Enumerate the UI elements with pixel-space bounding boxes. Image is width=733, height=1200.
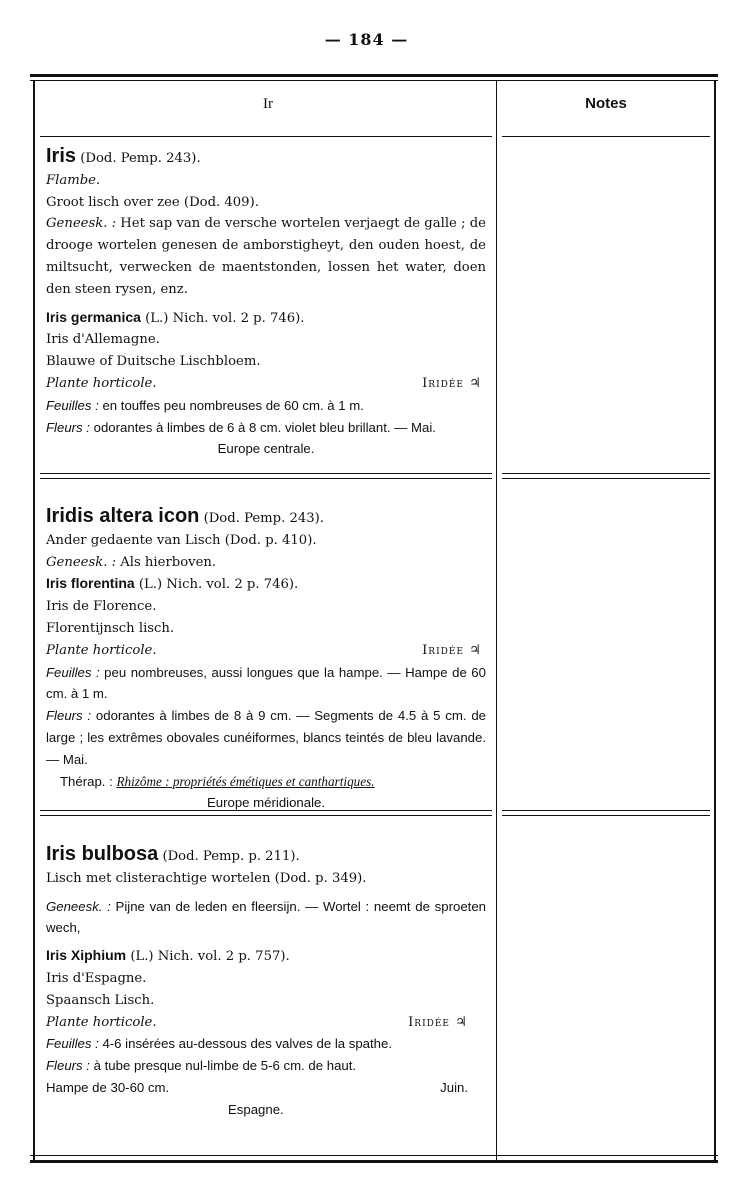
entry-divider-1b-main bbox=[40, 478, 492, 479]
entry-iridis-altera bbox=[46, 506, 486, 814]
column-header-main: Ir bbox=[263, 96, 273, 112]
species-french-name: Iris d'Espagne. bbox=[46, 970, 147, 986]
leaves-label: Feuilles : bbox=[46, 397, 99, 413]
entry-divider-2b-main bbox=[40, 815, 492, 816]
plant-family: Iridée ♃ bbox=[408, 1014, 468, 1030]
medicinal-text: Pijne van de leden en fleersijn. — Wortel : neemt de sproeten wech, bbox=[46, 898, 486, 936]
medicinal-use bbox=[46, 213, 486, 300]
plant-family: Iridée ♃ bbox=[422, 375, 482, 391]
entry-title: Iris bbox=[46, 145, 77, 167]
entry-divider-2-notes bbox=[502, 810, 710, 811]
species-name: Iris florentina bbox=[46, 575, 135, 592]
leaves-text: peu nombreuses, aussi longues que la hampe. — Hampe de 60 cm. à 1 m. bbox=[46, 664, 486, 702]
species-name: Iris germanica bbox=[46, 308, 141, 325]
medicinal-text: Het sap van de versche wortelen verjaegt de galle ; de drooge wortelen genesen de amborstigheyt, den ouden hoest, de miltsucht, verwecken de maentstonden, lossen het water, doen den steen rysen, enz. bbox=[46, 216, 486, 297]
plant-type: Plante horticole. bbox=[46, 375, 157, 391]
species-dutch-name: Spaansch Lisch. bbox=[46, 992, 155, 1008]
flowers-label: Fleurs : bbox=[46, 708, 92, 724]
table-top-border bbox=[30, 74, 718, 77]
species-french-name: Iris d'Allemagne. bbox=[46, 332, 160, 348]
table-bottom-border-inner bbox=[30, 1155, 718, 1156]
flowering-month: Juin. bbox=[440, 1079, 468, 1095]
species-ref: (L.) Nich. vol. 2 p. 746). bbox=[138, 577, 299, 593]
entry-divider-1-main bbox=[40, 473, 492, 474]
entry-divider-2b-notes bbox=[502, 815, 710, 816]
medicinal-label: Geneesk. : bbox=[46, 898, 111, 914]
column-header-notes: Notes bbox=[585, 95, 627, 112]
header-divider-main bbox=[40, 136, 492, 137]
leaves-label: Feuilles : bbox=[46, 1036, 99, 1052]
dutch-name: Ander gedaente van Lisch (Dod. p. 410). bbox=[46, 532, 317, 548]
entry-iris bbox=[46, 146, 486, 460]
table-column-divider bbox=[496, 80, 497, 1160]
entry-title-ref: (Dod. Pemp. 243). bbox=[80, 151, 201, 166]
flowers-text: odorantes à limbes de 8 à 9 cm. — Segments de 4.5 à 5 cm. de large ; les extrêmes obovales cunéiformes, blancs teintés de bleu lavande. — Mai. bbox=[46, 708, 486, 767]
plant-type-line bbox=[46, 640, 486, 662]
species-name: Iris Xiphium bbox=[46, 947, 127, 964]
entry-title-ref: (Dod. Pemp. p. 211). bbox=[162, 849, 300, 864]
leaves-line bbox=[46, 662, 486, 706]
table-bottom-border bbox=[30, 1160, 718, 1163]
plant-type: Plante horticole. bbox=[46, 642, 157, 658]
leaves-line bbox=[46, 395, 486, 417]
leaves-text: en touffes peu nombreuses de 60 cm. à 1 m. bbox=[102, 397, 364, 413]
plant-type-line bbox=[46, 1012, 486, 1034]
flowers-text: à tube presque nul-limbe de 5-6 cm. de haut. bbox=[93, 1058, 357, 1074]
entry-divider-1b-notes bbox=[502, 478, 710, 479]
dutch-name: Lisch met clisterachtige wortelen (Dod. p. 349). bbox=[46, 870, 367, 886]
flowers-line bbox=[46, 705, 486, 770]
dutch-name: Groot lisch over zee (Dod. 409). bbox=[46, 194, 259, 210]
entry-title-ref: (Dod. Pemp. 243). bbox=[203, 511, 324, 526]
species-dutch-name: Blauwe of Duitsche Lischbloem. bbox=[46, 354, 261, 370]
medicinal-text: Als hierboven. bbox=[120, 554, 217, 570]
page-number: — 184 — bbox=[324, 30, 409, 49]
region: Espagne. bbox=[228, 1101, 284, 1117]
therapeutic-text: Rhizôme : propriétés émétiques et canthartiques. bbox=[116, 773, 375, 789]
species-dutch-name: Florentijnsch lisch. bbox=[46, 620, 175, 636]
plant-type-line bbox=[46, 373, 486, 395]
medicinal-label: Geneesk. : bbox=[46, 216, 117, 232]
flowers-line bbox=[46, 417, 486, 439]
leaves-label: Feuilles : bbox=[46, 664, 100, 680]
flowers-line bbox=[46, 1055, 486, 1077]
medicinal-label: Geneesk. : bbox=[46, 554, 117, 570]
medicinal-use bbox=[46, 896, 486, 940]
entry-title: Iris bulbosa bbox=[46, 843, 159, 865]
entry-heading bbox=[46, 506, 486, 530]
french-name: Flambe. bbox=[46, 172, 101, 188]
entry-divider-1-notes bbox=[502, 473, 710, 474]
flowers-text: odorantes à limbes de 6 à 8 cm. violet bleu brillant. — Mai. bbox=[93, 419, 436, 435]
flowers-label: Fleurs : bbox=[46, 1058, 90, 1074]
table-top-border-inner bbox=[30, 80, 718, 81]
flowers-label: Fleurs : bbox=[46, 419, 90, 435]
therapeutic-line bbox=[46, 771, 486, 793]
plant-family: Iridée ♃ bbox=[422, 642, 482, 658]
entry-heading bbox=[46, 146, 486, 170]
region: Europe méridionale. bbox=[206, 795, 326, 811]
table-left-border bbox=[33, 80, 35, 1160]
species-line bbox=[46, 573, 486, 596]
entry-heading bbox=[46, 844, 486, 868]
leaves-line bbox=[46, 1033, 486, 1055]
region: Europe centrale. bbox=[217, 441, 315, 457]
species-ref: (L.) Nich. vol. 2 p. 746). bbox=[145, 310, 305, 326]
entry-title: Iridis altera icon bbox=[46, 505, 200, 527]
header-divider-notes bbox=[502, 136, 710, 137]
stem-line bbox=[46, 1077, 486, 1099]
species-french-name: Iris de Florence. bbox=[46, 599, 157, 615]
entry-iris-bulbosa bbox=[46, 844, 486, 1121]
species-ref: (L.) Nich. vol. 2 p. 757). bbox=[130, 949, 290, 965]
table-right-border bbox=[714, 80, 716, 1160]
stem-text: Hampe de 30-60 cm. bbox=[46, 1079, 170, 1095]
medicinal-use bbox=[46, 552, 486, 574]
plant-type: Plante horticole. bbox=[46, 1014, 157, 1030]
species-line bbox=[46, 945, 486, 968]
therapeutic-label: Thérap. : bbox=[60, 773, 113, 789]
leaves-text: 4-6 insérées au-dessous des valves de la spathe. bbox=[102, 1036, 393, 1052]
species-line bbox=[46, 307, 486, 330]
